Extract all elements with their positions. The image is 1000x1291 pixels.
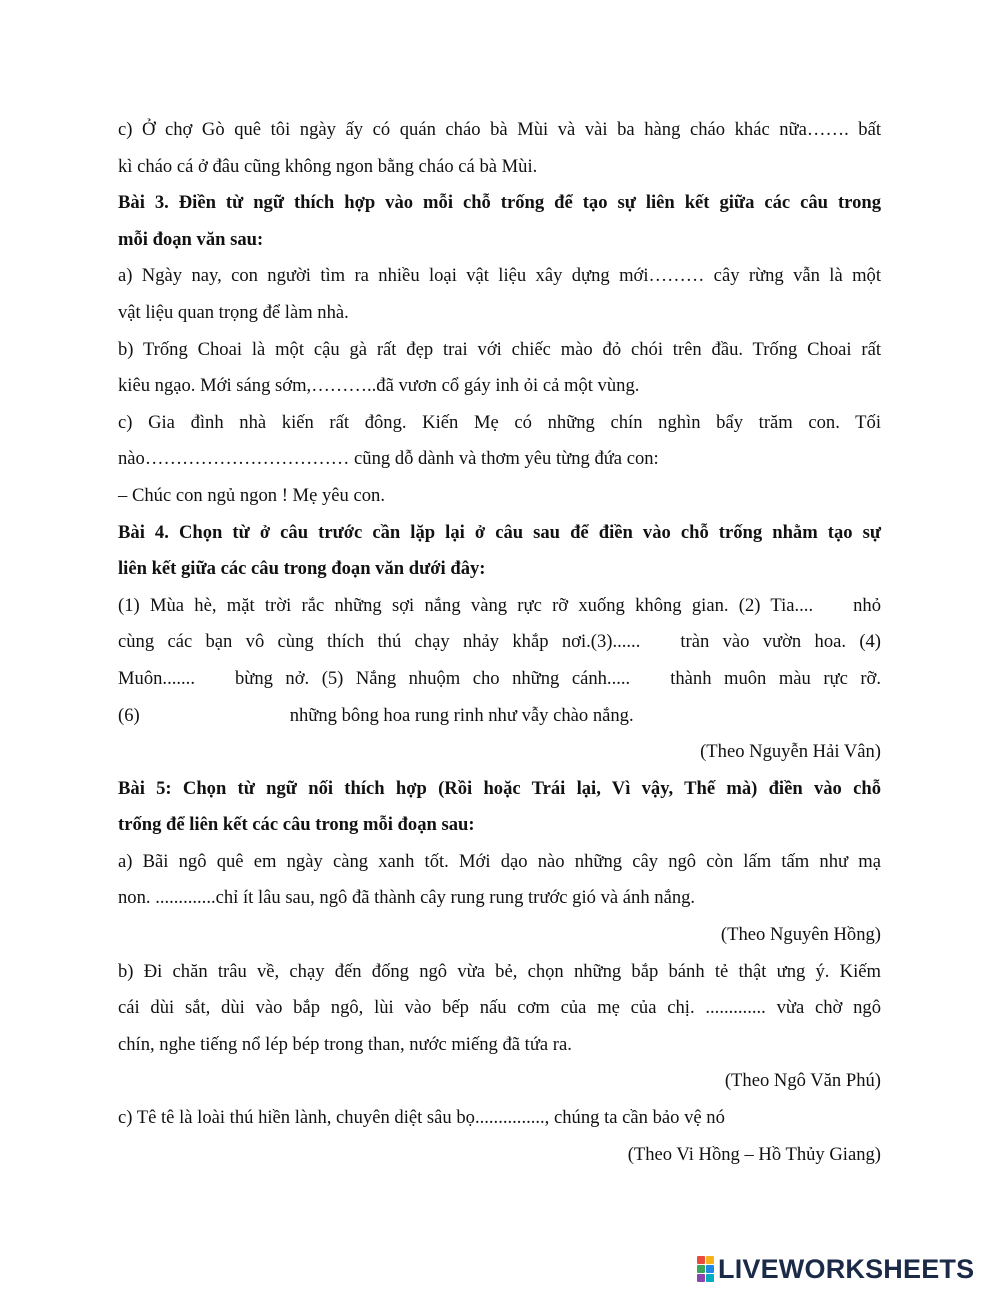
text-line: b) Trống Choai là một cậu gà rất đẹp trai với chiếc mào đỏ chói trên đầu. Trống Choai rất xyxy=(118,338,881,360)
source-attribution: (Theo Vi Hồng – Hồ Thủy Giang) xyxy=(627,1143,881,1165)
text-line: non. .............chỉ ít lâu sau, ngô đã thành cây rung rung trước gió và ánh nắng. xyxy=(118,887,696,909)
exercise-3-title-cont: mỗi đoạn văn sau: xyxy=(118,228,264,250)
text-line: b) Đi chăn trâu về, chạy đến đống ngô vừa bẻ, chọn những bắp bánh tẻ thật ưng ý. Kiếm xyxy=(118,960,881,982)
worksheet-page xyxy=(118,112,881,1173)
text-line xyxy=(118,661,881,698)
source-attribution: (Theo Ngô Văn Phú) xyxy=(724,1070,881,1092)
logo-square xyxy=(697,1256,705,1264)
text-line: c) Ở chợ Gò quê tôi ngày ấy có quán cháo bà Mùi và vài ba hàng cháo khác nữa……. bất xyxy=(118,119,881,140)
text-segment: cùng các bạn vô cùng thích thú chạy nhảy khắp nơi.(3)...... xyxy=(118,631,641,653)
text-segment: bừng nở. (5) Nắng nhuộm cho những cánh..... xyxy=(234,667,631,689)
source-attribution: (Theo Nguyên Hồng) xyxy=(720,924,881,946)
logo-square xyxy=(706,1265,714,1273)
logo-square xyxy=(706,1274,714,1282)
exercise-4-label: Bài 4 xyxy=(118,521,165,543)
text-segment: tràn vào vườn hoa. (4) xyxy=(680,631,882,653)
text-line: kiêu ngạo. Mới sáng sớm,………..đã vươn cổ gáy inh ỏi cả một vùng. xyxy=(118,375,640,397)
text-line: kì cháo cá ở đâu cũng không ngon bằng cháo cá bà Mùi. xyxy=(118,155,538,177)
text-line: a) Bãi ngô quê em ngày càng xanh tốt. Mới dạo nào những cây ngô còn lấm tấm như mạ xyxy=(118,850,881,872)
text-line: – Chúc con ngủ ngon ! Mẹ yêu con. xyxy=(118,484,385,506)
exercise-3-heading xyxy=(118,185,881,222)
exercise-3-title: . Điền từ ngữ thích hợp vào mỗi chỗ trống để tạo sự liên kết giữa các câu trong xyxy=(164,192,881,214)
exercise-3-label: Bài 3 xyxy=(118,192,165,214)
text-segment: Muôn....... xyxy=(118,667,195,689)
text-line: cái dùi sắt, dùi vào bắp ngô, lùi vào bếp nấu cơm của mẹ của chị. ............. vừa chờ ngô xyxy=(118,997,881,1019)
exercise-4-title-cont: liên kết giữa các câu trong đoạn văn dưới đây: xyxy=(118,558,486,580)
text-line: c) Tê tê là loài thú hiền lành, chuyên diệt sâu bọ..............., chúng ta cần bảo vệ nó xyxy=(118,1107,725,1129)
text-line: chín, nghe tiếng nổ lép bép trong than, nước miếng đã tứa ra. xyxy=(118,1033,572,1055)
logo-mark-icon xyxy=(697,1256,714,1282)
exercise-5-heading: Bài 5: Chọn từ ngữ nối thích hợp (Rồi hoặc Trái lại, Vì vậy, Thế mà) điền vào chỗ xyxy=(118,777,881,799)
exercise-4-heading xyxy=(118,515,881,552)
exercise-4-title: . Chọn từ ở câu trước cần lặp lại ở câu sau để điền vào chỗ trống nhằm tạo sự xyxy=(164,521,882,543)
logo-square xyxy=(697,1274,705,1282)
logo-square xyxy=(697,1265,705,1273)
text-line xyxy=(118,624,881,661)
text-segment: nhỏ xyxy=(853,594,881,616)
brand-name: LIVEWORKSHEETS xyxy=(718,1253,975,1284)
liveworksheets-logo xyxy=(697,1252,997,1286)
text-segment: những bông hoa rung rinh như vẫy chào nắng. xyxy=(289,704,634,726)
text-line: c) Gia đình nhà kiến rất đông. Kiến Mẹ có những chín nghìn bẩy trăm con. Tối xyxy=(118,411,881,433)
text-segment: (6) xyxy=(118,704,140,726)
text-line xyxy=(118,698,881,735)
text-segment: thành muôn màu rực rỡ. xyxy=(670,667,882,689)
text-line xyxy=(118,588,881,625)
source-attribution: (Theo Nguyễn Hải Vân) xyxy=(700,741,881,763)
exercise-5-title-cont: trống để liên kết các câu trong mỗi đoạn sau: xyxy=(118,814,475,836)
text-segment: (1) Mùa hè, mặt trời rắc những sợi nắng vàng rực rỡ xuống không gian. (2) Tia.... xyxy=(118,594,814,616)
logo-square xyxy=(706,1256,714,1264)
text-line: vật liệu quan trọng để làm nhà. xyxy=(118,301,349,323)
text-line: nào…………………………… cũng dỗ dành và thơm yêu từng đứa con: xyxy=(118,448,659,470)
text-line: a) Ngày nay, con người tìm ra nhiều loại vật liệu xây dựng mới……… cây rừng vẫn là một xyxy=(118,265,881,287)
